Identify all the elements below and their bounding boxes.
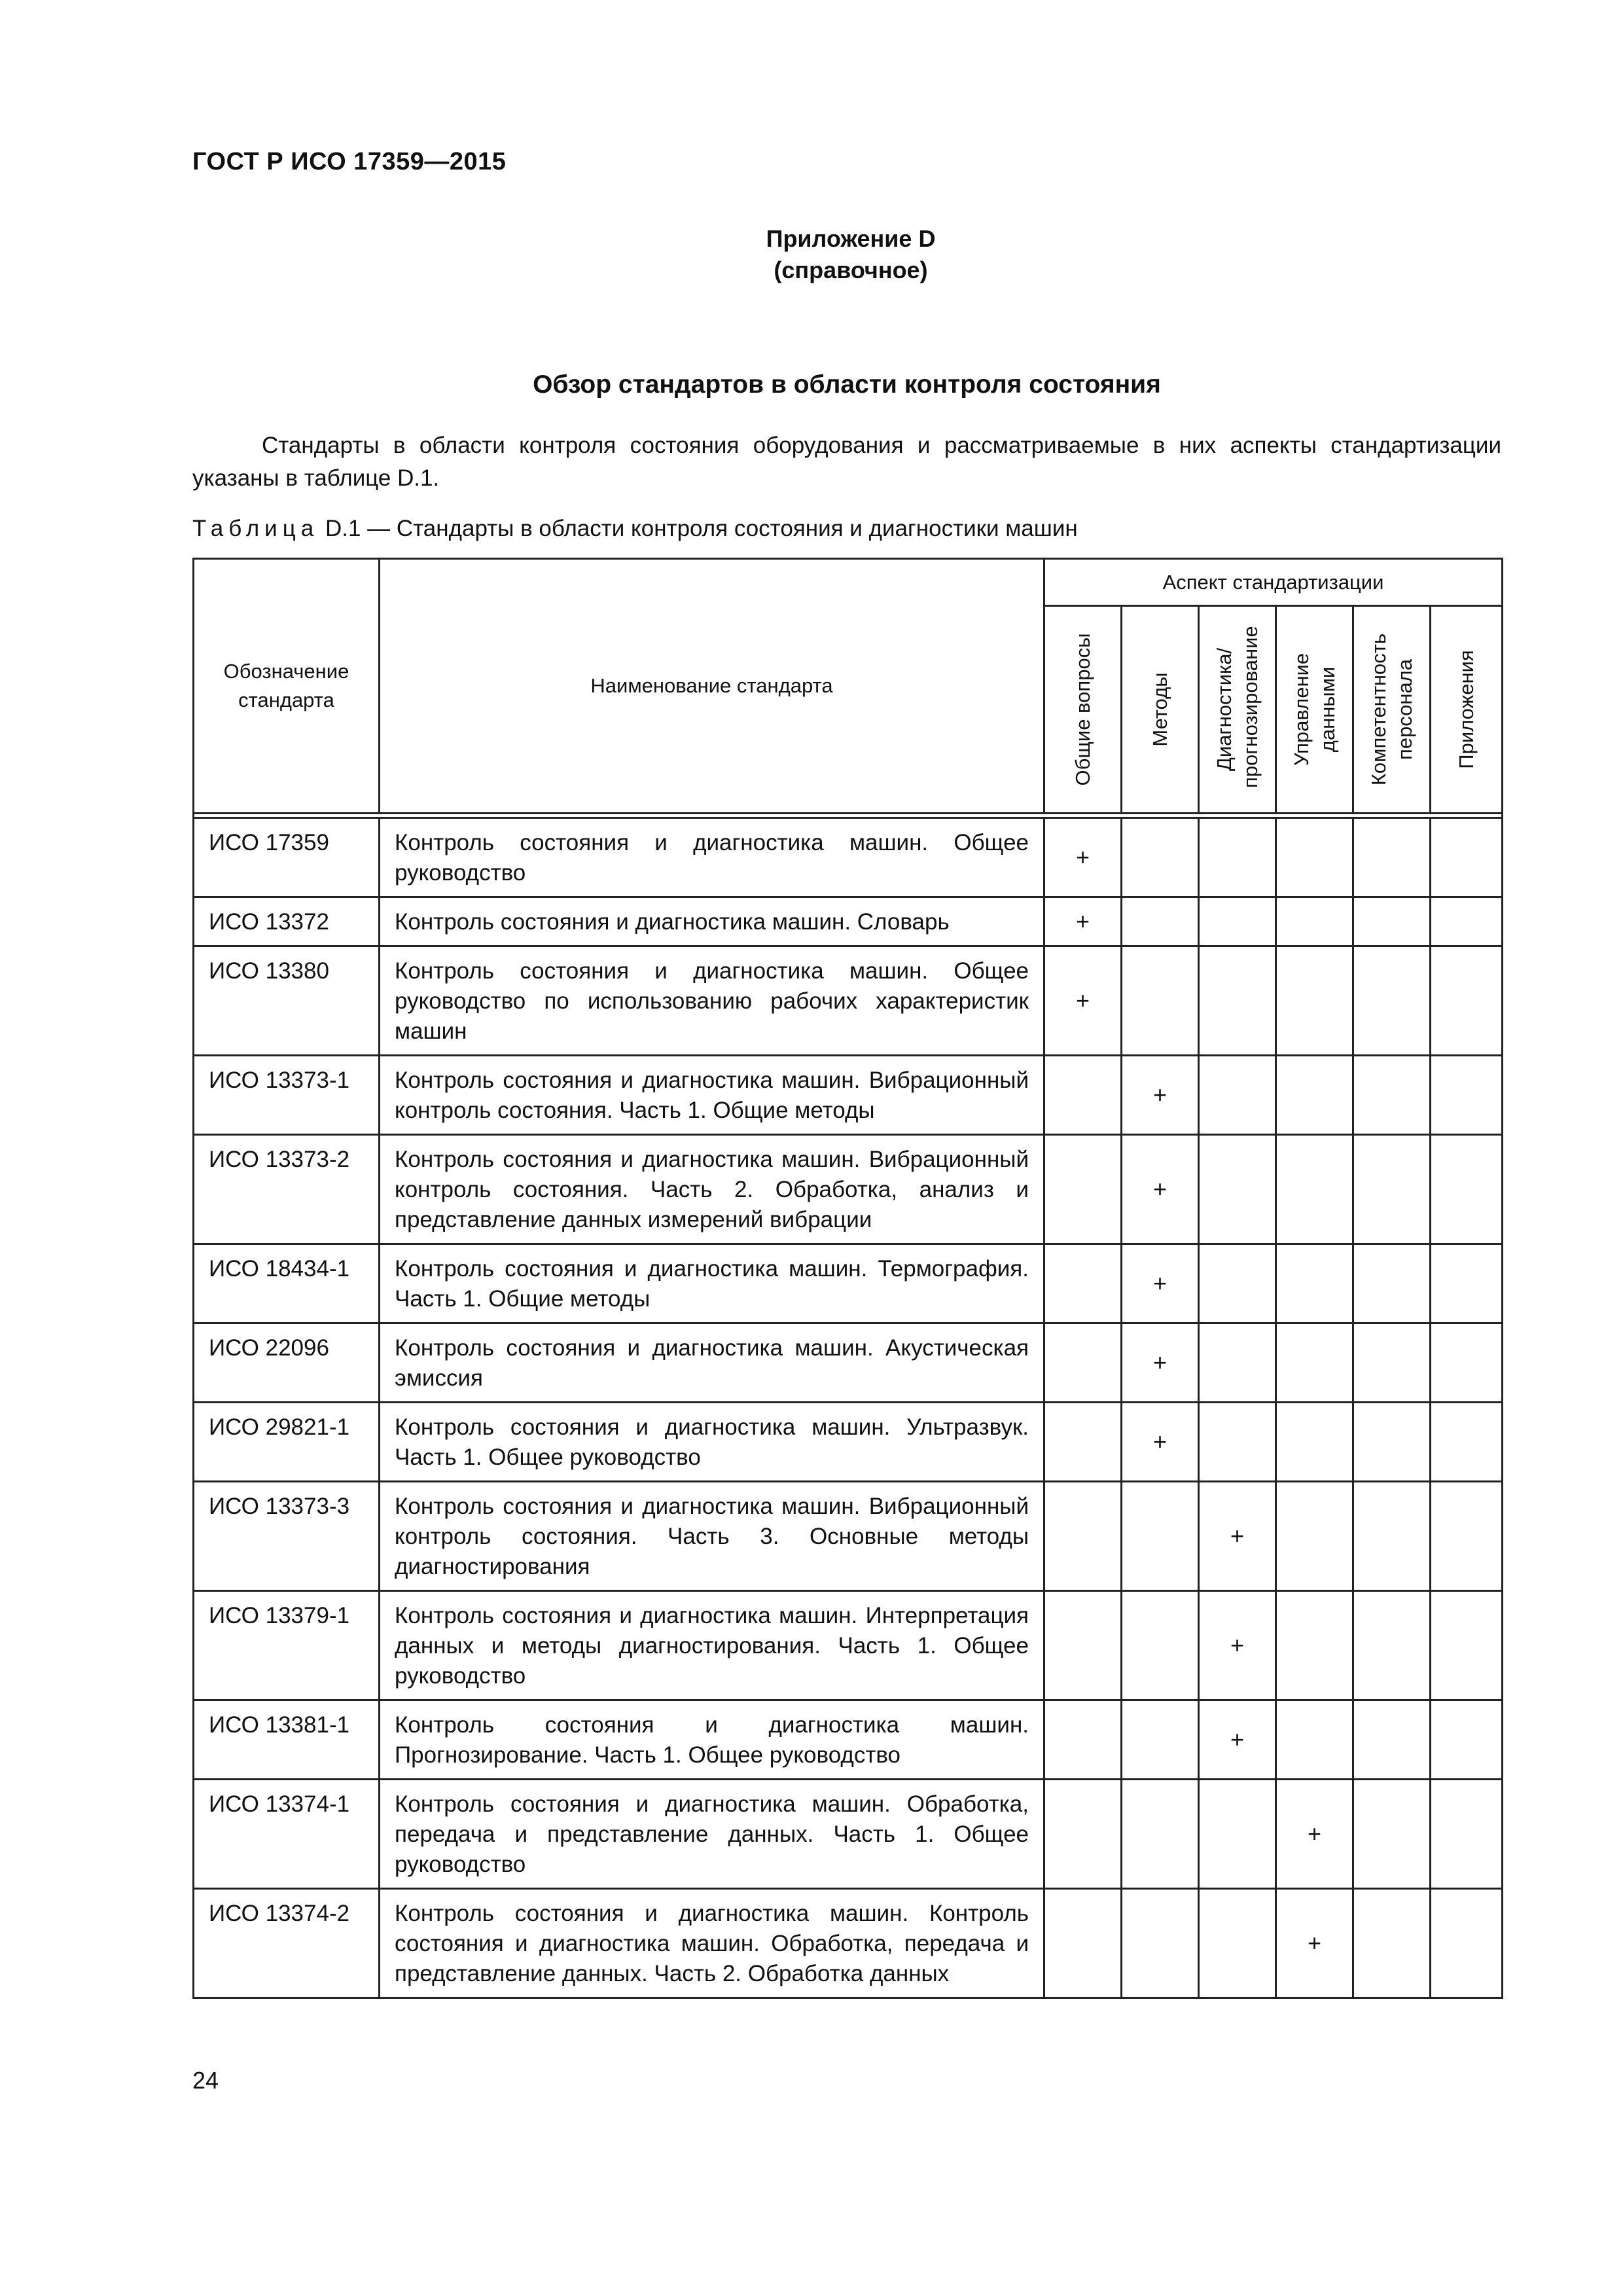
aspect-empty-cell xyxy=(1044,1889,1122,1998)
header-name: Наименование стандарта xyxy=(380,559,1044,814)
aspect-empty-cell xyxy=(1431,1700,1503,1780)
aspect-empty-cell xyxy=(1353,1244,1431,1323)
aspect-empty-cell xyxy=(1276,818,1353,897)
header-aspect-data-label: Управление данными xyxy=(1289,653,1339,766)
appendix-title: Приложение D xyxy=(766,225,936,252)
standard-code-cell: ИСО 13373-1 xyxy=(194,1056,380,1135)
table-row xyxy=(194,818,1503,897)
standard-name-cell: Контроль состояния и диагностика машин. Контроль состояния и диагностика машин. Обработка, передача и представление данных. Часть 2. Обработка данных xyxy=(380,1889,1044,1998)
aspect-empty-cell xyxy=(1199,1780,1276,1889)
table-row xyxy=(194,946,1503,1056)
standard-name-cell: Контроль состояния и диагностика машин. Вибрационный контроль состояния. Часть 1. Общие методы xyxy=(380,1056,1044,1135)
header-aspect-methods xyxy=(1122,606,1199,814)
aspect-mark: + xyxy=(1122,1244,1199,1323)
table-caption-label: Таблица xyxy=(192,516,319,541)
header-aspect-diagnostics-label: Диагностика/ прогнозирование xyxy=(1212,626,1262,788)
table-caption-text: D.1 — Стандарты в области контроля состояния и диагностики машин xyxy=(325,516,1078,541)
aspect-empty-cell xyxy=(1353,1482,1431,1591)
standard-code-cell: ИСО 17359 xyxy=(194,818,380,897)
header-aspect-personnel xyxy=(1353,606,1431,814)
aspect-mark: + xyxy=(1199,1482,1276,1591)
standard-code-cell: ИСО 13373-3 xyxy=(194,1482,380,1591)
aspect-mark: + xyxy=(1122,1323,1199,1403)
aspect-empty-cell xyxy=(1044,1780,1122,1889)
aspect-empty-cell xyxy=(1199,1056,1276,1135)
aspect-empty-cell xyxy=(1276,1056,1353,1135)
aspect-empty-cell xyxy=(1431,1889,1503,1998)
aspect-empty-cell xyxy=(1353,1323,1431,1403)
header-aspect-data xyxy=(1276,606,1353,814)
aspect-empty-cell xyxy=(1044,1482,1122,1591)
header-aspect-personnel-label: Компетентность персонала xyxy=(1366,633,1416,786)
table-row xyxy=(194,1889,1503,1998)
page-number: 24 xyxy=(192,2067,219,2094)
intro-line-1: Стандарты в области контроля состояния оборудования и рассматриваемые в них аспекты стандартизации xyxy=(262,433,1501,458)
aspect-empty-cell xyxy=(1199,1244,1276,1323)
aspect-empty-cell xyxy=(1199,1403,1276,1482)
standard-name-cell: Контроль состояния и диагностика машин. Вибрационный контроль состояния. Часть 2. Обработка, анализ и представление данных измерений вибрации xyxy=(380,1135,1044,1244)
aspect-empty-cell xyxy=(1353,1591,1431,1700)
aspect-mark: + xyxy=(1044,897,1122,946)
standard-code-cell: ИСО 13373-2 xyxy=(194,1135,380,1244)
aspect-empty-cell xyxy=(1044,1056,1122,1135)
header-aspect-general-label: Общие вопросы xyxy=(1071,633,1094,786)
aspect-empty-cell xyxy=(1122,1700,1199,1780)
aspect-empty-cell xyxy=(1276,1323,1353,1403)
aspect-empty-cell xyxy=(1199,946,1276,1056)
aspect-empty-cell xyxy=(1276,1244,1353,1323)
standard-code-cell: ИСО 13372 xyxy=(194,897,380,946)
aspect-empty-cell xyxy=(1044,1135,1122,1244)
aspect-mark: + xyxy=(1044,818,1122,897)
standards-table xyxy=(192,558,1503,1999)
header-separator-cell xyxy=(194,814,1503,818)
aspect-empty-cell xyxy=(1199,897,1276,946)
standard-name-cell: Контроль состояния и диагностика машин. Интерпретация данных и методы диагностирования. Часть 1. Общее руководство xyxy=(380,1591,1044,1700)
aspect-empty-cell xyxy=(1044,1700,1122,1780)
standard-name-cell: Контроль состояния и диагностика машин. Словарь xyxy=(380,897,1044,946)
standard-name-cell: Контроль состояния и диагностика машин. Акустическая эмиссия xyxy=(380,1323,1044,1403)
aspect-mark: + xyxy=(1044,946,1122,1056)
aspect-empty-cell xyxy=(1276,1135,1353,1244)
aspect-empty-cell xyxy=(1122,818,1199,897)
aspect-empty-cell xyxy=(1431,1323,1503,1403)
aspect-empty-cell xyxy=(1199,818,1276,897)
standard-code-cell: ИСО 13380 xyxy=(194,946,380,1056)
standard-name-cell: Контроль состояния и диагностика машин. Общее руководство по использованию рабочих характеристик машин xyxy=(380,946,1044,1056)
aspect-empty-cell xyxy=(1431,1780,1503,1889)
standard-name-cell: Контроль состояния и диагностика машин. Термография. Часть 1. Общие методы xyxy=(380,1244,1044,1323)
appendix-type: (справочное) xyxy=(774,257,928,283)
aspect-mark: + xyxy=(1122,1135,1199,1244)
header-aspect-applications-label: Приложения xyxy=(1454,650,1478,769)
aspect-empty-cell xyxy=(1353,1056,1431,1135)
table-row xyxy=(194,1403,1503,1482)
header-aspect-applications xyxy=(1431,606,1503,814)
aspect-empty-cell xyxy=(1353,1700,1431,1780)
table-row xyxy=(194,1323,1503,1403)
aspect-empty-cell xyxy=(1199,1889,1276,1998)
standard-code-cell: ИСО 13374-2 xyxy=(194,1889,380,1998)
aspect-empty-cell xyxy=(1353,1889,1431,1998)
aspect-empty-cell xyxy=(1431,897,1503,946)
standard-code-cell: ИСО 22096 xyxy=(194,1323,380,1403)
table-row xyxy=(194,1482,1503,1591)
aspect-empty-cell xyxy=(1044,1591,1122,1700)
header-designation xyxy=(194,559,380,814)
aspect-empty-cell xyxy=(1431,818,1503,897)
table-row xyxy=(194,1780,1503,1889)
aspect-empty-cell xyxy=(1353,1135,1431,1244)
table-row xyxy=(194,1700,1503,1780)
table-row xyxy=(194,897,1503,946)
aspect-empty-cell xyxy=(1044,1244,1122,1323)
aspect-empty-cell xyxy=(1353,897,1431,946)
standard-code-cell: ИСО 13381-1 xyxy=(194,1700,380,1780)
header-aspect-general xyxy=(1044,606,1122,814)
aspect-mark: + xyxy=(1122,1403,1199,1482)
aspect-empty-cell xyxy=(1122,1889,1199,1998)
standard-code-cell: ИСО 13379-1 xyxy=(194,1591,380,1700)
aspect-empty-cell xyxy=(1276,946,1353,1056)
aspect-mark: + xyxy=(1199,1591,1276,1700)
table-row xyxy=(194,1056,1503,1135)
header-aspect-group: Аспект стандартизации xyxy=(1044,559,1503,606)
aspect-empty-cell xyxy=(1276,897,1353,946)
aspect-empty-cell xyxy=(1431,1244,1503,1323)
table-row xyxy=(194,1244,1503,1323)
aspect-empty-cell xyxy=(1431,1135,1503,1244)
aspect-empty-cell xyxy=(1122,897,1199,946)
document-code: ГОСТ Р ИСО 17359—2015 xyxy=(192,148,507,175)
aspect-empty-cell xyxy=(1431,1591,1503,1700)
header-separator xyxy=(194,814,1503,818)
aspect-empty-cell xyxy=(1044,1403,1122,1482)
aspect-empty-cell xyxy=(1431,1056,1503,1135)
standard-name-cell: Контроль состояния и диагностика машин. Обработка, передача и представление данных. Часть 1. Общее руководство xyxy=(380,1780,1044,1889)
aspect-empty-cell xyxy=(1122,1780,1199,1889)
table-row xyxy=(194,1135,1503,1244)
aspect-empty-cell xyxy=(1276,1591,1353,1700)
aspect-empty-cell xyxy=(1122,1591,1199,1700)
header-aspect-methods-label: Методы xyxy=(1148,672,1171,747)
aspect-empty-cell xyxy=(1199,1323,1276,1403)
table-body xyxy=(194,814,1503,1998)
header-designation-label: Обозначение стандарта xyxy=(223,660,349,711)
standard-name-cell: Контроль состояния и диагностика машин. Вибрационный контроль состояния. Часть 3. Основные методы диагностирования xyxy=(380,1482,1044,1591)
header-aspect-diagnostics xyxy=(1199,606,1276,814)
aspect-empty-cell xyxy=(1431,1482,1503,1591)
standard-name-cell: Контроль состояния и диагностика машин. Прогнозирование. Часть 1. Общее руководство xyxy=(380,1700,1044,1780)
aspect-empty-cell xyxy=(1353,1403,1431,1482)
aspect-mark: + xyxy=(1276,1889,1353,1998)
aspect-empty-cell xyxy=(1122,1482,1199,1591)
aspect-empty-cell xyxy=(1276,1403,1353,1482)
aspect-empty-cell xyxy=(1122,946,1199,1056)
standard-code-cell: ИСО 13374-1 xyxy=(194,1780,380,1889)
aspect-mark: + xyxy=(1122,1056,1199,1135)
section-title: Обзор стандартов в области контроля состояния xyxy=(533,370,1161,399)
aspect-empty-cell xyxy=(1353,818,1431,897)
table-row xyxy=(194,1591,1503,1700)
intro-line-2: указаны в таблице D.1. xyxy=(192,465,440,491)
aspect-empty-cell xyxy=(1431,1403,1503,1482)
aspect-empty-cell xyxy=(1431,946,1503,1056)
standard-code-cell: ИСО 18434-1 xyxy=(194,1244,380,1323)
intro-paragraph xyxy=(192,429,1501,495)
aspect-empty-cell xyxy=(1276,1482,1353,1591)
table-caption xyxy=(192,516,1078,542)
standard-code-cell: ИСО 29821-1 xyxy=(194,1403,380,1482)
standard-name-cell: Контроль состояния и диагностика машин. Общее руководство xyxy=(380,818,1044,897)
aspect-empty-cell xyxy=(1353,946,1431,1056)
aspect-empty-cell xyxy=(1199,1135,1276,1244)
aspect-mark: + xyxy=(1199,1700,1276,1780)
standard-name-cell: Контроль состояния и диагностика машин. Ультразвук. Часть 1. Общее руководство xyxy=(380,1403,1044,1482)
aspect-empty-cell xyxy=(1353,1780,1431,1889)
aspect-mark: + xyxy=(1276,1780,1353,1889)
aspect-empty-cell xyxy=(1044,1323,1122,1403)
aspect-empty-cell xyxy=(1276,1700,1353,1780)
